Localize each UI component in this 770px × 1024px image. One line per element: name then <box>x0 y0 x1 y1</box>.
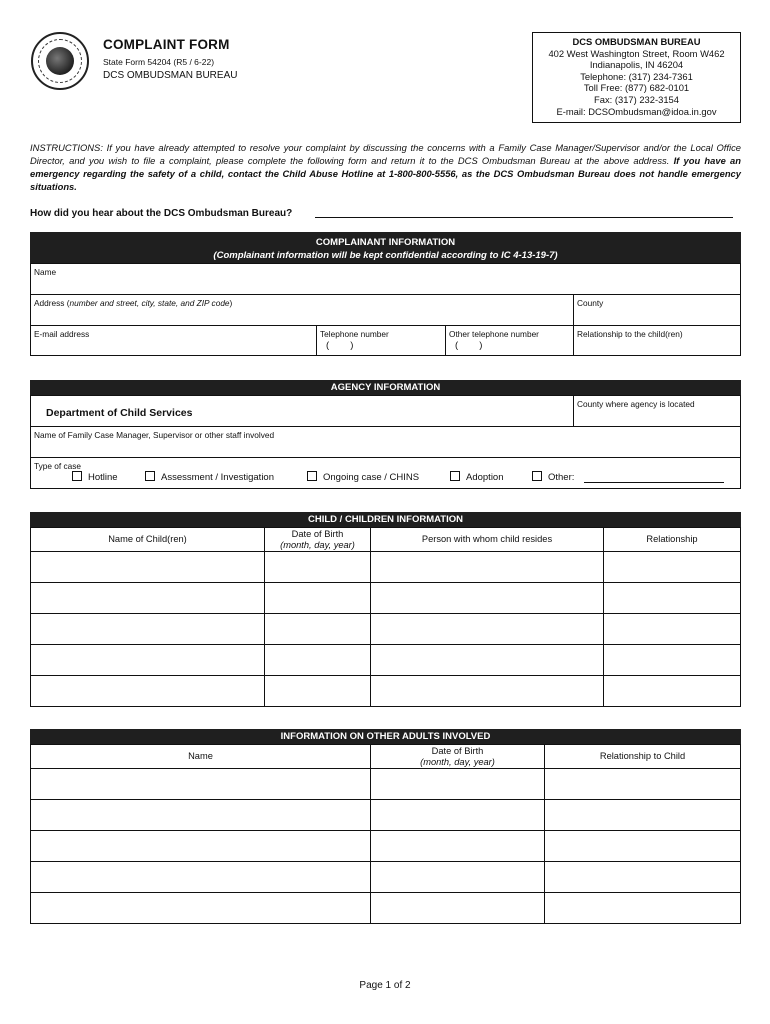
address-label: Address (number and street, city, state, and ZIP code) <box>34 298 233 308</box>
adult-row-2-cell-1[interactable] <box>30 799 371 831</box>
adult-row-1-cell-2[interactable] <box>370 768 545 800</box>
child-row-5-cell-3[interactable] <box>370 675 604 707</box>
child-row-4-cell-3[interactable] <box>370 644 604 676</box>
complainant-header <box>30 232 741 263</box>
child-row-1-cell-4[interactable] <box>603 551 741 583</box>
col-child-dob: Date of Birth (month, day, year) <box>264 527 371 552</box>
toll-free: Toll Free: (877) 682-0101 <box>583 82 690 94</box>
type-ongoing[interactable]: Ongoing case / CHINS <box>307 471 419 483</box>
child-row-2-cell-3[interactable] <box>370 582 604 614</box>
child-row-2-cell-2[interactable] <box>264 582 371 614</box>
hear-question: How did you hear about the DCS Ombudsman Bureau? <box>30 208 293 219</box>
complainant-other-phone-field[interactable] <box>445 325 574 356</box>
child-row-2-cell-1[interactable] <box>30 582 265 614</box>
child-row-3-cell-2[interactable] <box>264 613 371 645</box>
checkbox-icon[interactable] <box>145 471 155 481</box>
staff-label: Name of Family Case Manager, Supervisor or other staff involved <box>34 430 275 440</box>
type-other[interactable]: Other: <box>532 471 574 483</box>
col-adult-dob: Date of Birth (month, day, year) <box>370 744 545 769</box>
complainant-subtitle: (Complainant information will be kept confidential according to IC 4-13-19-7) <box>213 250 558 261</box>
child-row-1-cell-3[interactable] <box>370 551 604 583</box>
col-child-relationship: Relationship <box>603 527 741 552</box>
adult-row-1-cell-3[interactable] <box>544 768 741 800</box>
agency-header: AGENCY INFORMATION <box>30 380 741 395</box>
complainant-county-field[interactable] <box>573 294 741 326</box>
email-label: E-mail address <box>34 329 90 339</box>
telephone: Telephone: (317) 234-7361 <box>580 70 693 82</box>
adult-row-3-cell-1[interactable] <box>30 830 371 862</box>
child-row-5-cell-4[interactable] <box>603 675 741 707</box>
adult-row-3-cell-3[interactable] <box>544 830 741 862</box>
col-adult-relationship: Relationship to Child <box>544 744 741 769</box>
complainant-title: COMPLAINANT INFORMATION <box>315 237 456 248</box>
hear-answer-field[interactable] <box>315 217 733 218</box>
adult-row-5-cell-3[interactable] <box>544 892 741 924</box>
type-hotline[interactable]: Hotline <box>72 471 118 483</box>
adult-row-5-cell-1[interactable] <box>30 892 371 924</box>
form-title: COMPLAINT FORM <box>103 37 230 52</box>
instructions <box>30 141 741 193</box>
child-row-2-cell-4[interactable] <box>603 582 741 614</box>
email: E-mail: DCSOmbudsman@idoa.in.gov <box>556 105 717 117</box>
child-row-3-cell-3[interactable] <box>370 613 604 645</box>
checkbox-icon[interactable] <box>72 471 82 481</box>
complainant-name-field[interactable] <box>30 263 741 295</box>
address-heading: DCS OMBUDSMAN BUREAU <box>572 36 701 47</box>
state-seal-icon <box>31 32 89 90</box>
name-label: Name <box>34 267 57 277</box>
fax: Fax: (317) 232-3154 <box>594 93 679 105</box>
col-child-name: Name of Child(ren) <box>30 527 265 552</box>
agency-department-field <box>30 395 574 427</box>
child-row-1-cell-2[interactable] <box>264 551 371 583</box>
adult-row-4-cell-2[interactable] <box>370 861 545 893</box>
page-number: Page 1 of 2 <box>359 980 411 991</box>
agency-county-field[interactable] <box>573 395 741 427</box>
child-row-3-cell-4[interactable] <box>603 613 741 645</box>
checkbox-icon[interactable] <box>307 471 317 481</box>
adult-row-5-cell-2[interactable] <box>370 892 545 924</box>
child-row-5-cell-1[interactable] <box>30 675 265 707</box>
child-row-4-cell-1[interactable] <box>30 644 265 676</box>
complainant-phone-field[interactable] <box>316 325 446 356</box>
other-type-field[interactable] <box>584 482 724 483</box>
agency-county-label: County where agency is located <box>577 399 695 409</box>
other-phone-area-code: ( ) <box>455 340 483 351</box>
col-child-resides: Person with whom child resides <box>370 527 604 552</box>
child-row-3-cell-1[interactable] <box>30 613 265 645</box>
staff-involved-field[interactable] <box>30 426 741 458</box>
phone-label: Telephone number <box>320 329 389 339</box>
complainant-relationship-field[interactable] <box>573 325 741 356</box>
department-name: Department of Child Services <box>46 407 193 419</box>
child-row-4-cell-2[interactable] <box>264 644 371 676</box>
phone-area-code: ( ) <box>326 340 354 351</box>
address-line: Indianapolis, IN 46204 <box>589 59 684 71</box>
adult-row-1-cell-1[interactable] <box>30 768 371 800</box>
adult-row-3-cell-2[interactable] <box>370 830 545 862</box>
child-row-4-cell-4[interactable] <box>603 644 741 676</box>
complainant-address-field[interactable] <box>30 294 574 326</box>
adult-row-2-cell-2[interactable] <box>370 799 545 831</box>
other-phone-label: Other telephone number <box>449 329 539 339</box>
bureau-address-box <box>532 32 741 123</box>
complainant-email-field[interactable] <box>30 325 317 356</box>
child-row-5-cell-2[interactable] <box>264 675 371 707</box>
county-label: County <box>577 298 604 308</box>
relationship-label: Relationship to the child(ren) <box>577 329 683 339</box>
address-line: 402 West Washington Street, Room W462 <box>548 47 725 59</box>
children-header: CHILD / CHILDREN INFORMATION <box>30 512 741 527</box>
adult-row-2-cell-3[interactable] <box>544 799 741 831</box>
adult-row-4-cell-3[interactable] <box>544 861 741 893</box>
col-adult-name: Name <box>30 744 371 769</box>
child-row-1-cell-1[interactable] <box>30 551 265 583</box>
instructions-text: INSTRUCTIONS: If you have already attempted to resolve your complaint by discussing the concerns with a Family Case Manager/Supervisor and/or the Local Office Director, and you wish to file a complaint, please complete the following form and return it to the DCS Ombudsman Bureau at the above address. <box>30 142 741 166</box>
type-adoption[interactable]: Adoption <box>450 471 504 483</box>
adults-header: INFORMATION ON OTHER ADULTS INVOLVED <box>30 729 741 744</box>
type-assessment[interactable]: Assessment / Investigation <box>145 471 274 483</box>
state-form-number: State Form 54204 (R5 / 6-22) <box>103 57 215 67</box>
instructions-emergency: If you have an emergency regarding the safety of a child, contact the Child Abuse Hotline at 1-800-800-5556, as the DCS Ombudsman Bureau does not handle emergency situations. <box>30 155 741 192</box>
checkbox-icon[interactable] <box>450 471 460 481</box>
checkbox-icon[interactable] <box>532 471 542 481</box>
adult-row-4-cell-1[interactable] <box>30 861 371 893</box>
type-label: Type of case <box>34 461 82 471</box>
bureau-name: DCS OMBUDSMAN BUREAU <box>103 70 238 81</box>
